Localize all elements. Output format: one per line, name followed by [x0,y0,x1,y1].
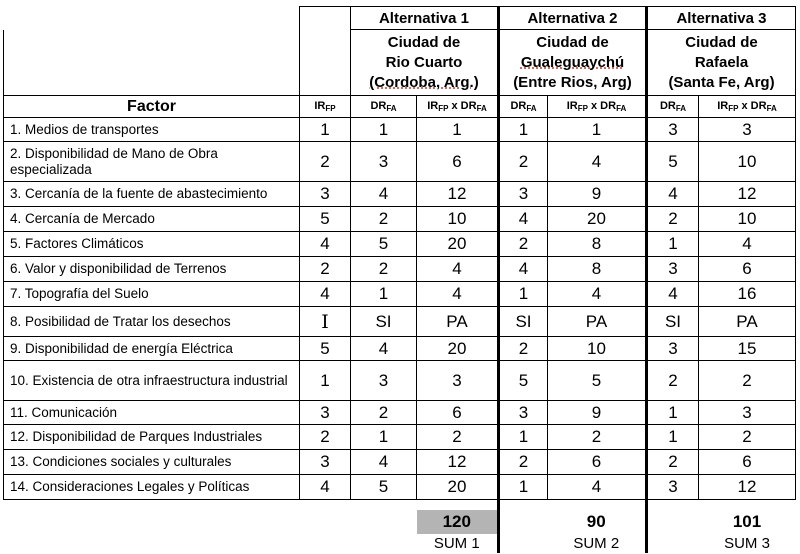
dr-value-alt-3: 1 [647,232,699,257]
alternatives-header-row [4,7,796,30]
spacer-row [4,500,796,510]
ir-value: 3 [300,182,351,207]
ir-value: 5 [300,207,351,232]
dr-value-alt-2: 3 [499,182,548,207]
product-value-alt-3: 12 [699,182,796,207]
product-value-alt-1: 20 [417,475,499,500]
dr-value-alt-3: 1 [647,425,699,450]
factor-name: 8. Posibilidad de Tratar los desechos [4,307,300,337]
dr-value-alt-3: 2 [647,361,699,401]
dr-value-alt-3: 3 [647,257,699,282]
product-value-alt-1: 2 [417,425,499,450]
product-value-alt-1: 6 [417,401,499,425]
table-row [4,282,796,307]
ir-value: 3 [300,401,351,425]
product-value-alt-2: 8 [548,232,647,257]
product-column-header: $IR_{FP}$ x $DR_{FA}$ [548,96,647,118]
table-row [4,182,796,207]
product-value-alt-3: 2 [699,425,796,450]
factor-name: 11. Comunicación [4,401,300,425]
product-value-alt-2: 5 [548,361,647,401]
product-value-alt-2: 4 [548,475,647,500]
table-row [4,401,796,425]
ir-value: 1 [300,361,351,401]
product-value-alt-3: 3 [699,401,796,425]
product-value-alt-2: 4 [548,282,647,307]
ir-value: 1 [300,118,351,142]
dr-value-alt-2: 2 [499,232,548,257]
factor-name: 12. Disponibilidad de Parques Industriales [4,425,300,450]
alternative-1-city: Ciudad de Rio Cuarto (Cordoba, Arg.) [351,30,499,96]
dr-value-alt-3: SI [647,307,699,337]
dr-value-alt-2: 2 [499,450,548,475]
alternative-2-title: Alternativa 2 [499,7,647,30]
product-value-alt-2: 1 [548,118,647,142]
dr-value-alt-1: 4 [351,337,417,361]
location-factor-table [3,6,796,553]
city-header-row [4,30,796,96]
table-row [4,118,796,142]
dr-value-alt-1: 3 [351,142,417,182]
dr-value-alt-2: SI [499,307,548,337]
product-value-alt-1: 12 [417,450,499,475]
product-value-alt-2: 9 [548,182,647,207]
product-value-alt-1: 20 [417,232,499,257]
dr-value-alt-2: 4 [499,207,548,232]
product-value-alt-1: 12 [417,182,499,207]
dr-value-alt-1: 5 [351,475,417,500]
dr-value-alt-3: 4 [647,282,699,307]
dr-value-alt-2: 5 [499,361,548,401]
factor-name: 6. Valor y disponibilidad de Terrenos [4,257,300,282]
table-row [4,307,796,337]
alternative-3-title: Alternativa 3 [647,7,796,30]
product-value-alt-3: 12 [699,475,796,500]
alternative-1-title: Alternativa 1 [351,7,499,30]
factor-name: 7. Topografía del Suelo [4,282,300,307]
product-value-alt-2: 4 [548,142,647,182]
sum-2-label: SUM 2 [548,534,647,553]
product-value-alt-3: 15 [699,337,796,361]
ir-value: I [300,307,351,337]
product-value-alt-3: 10 [699,207,796,232]
dr-value-alt-3: 3 [647,475,699,500]
product-value-alt-1: 4 [417,257,499,282]
dr-value-alt-2: 3 [499,401,548,425]
sum-1-value: 120 [417,510,499,534]
table-row [4,425,796,450]
dr-value-alt-1: 5 [351,232,417,257]
column-header-row [4,96,796,118]
product-value-alt-1: 3 [417,361,499,401]
sum-3-label: SUM 3 [724,534,770,552]
ir-value: 3 [300,450,351,475]
dr-value-alt-3: 3 [647,337,699,361]
product-value-alt-1: 4 [417,282,499,307]
dr-value-alt-2: 4 [499,257,548,282]
factor-name: 2. Disponibilidad de Mano de Obra especializada [4,142,300,182]
sum-2-value: 90 [548,510,647,534]
table-row [4,142,796,182]
alternative-2-city: Ciudad de Gualeguaychú (Entre Rios, Arg) [499,30,647,96]
product-value-alt-2: 10 [548,337,647,361]
factor-name: 10. Existencia de otra infraestructura industrial [4,361,300,401]
product-value-alt-1: PA [417,307,499,337]
product-value-alt-3: 6 [699,450,796,475]
dr-value-alt-3: 3 [647,118,699,142]
dr-value-alt-1: 1 [351,425,417,450]
dr-value-alt-3: 1 [647,401,699,425]
dr-value-alt-1: 1 [351,118,417,142]
dr-value-alt-1: 4 [351,182,417,207]
dr-value-alt-2: 2 [499,142,548,182]
sum-1-label: SUM 1 [417,534,499,553]
table-row [4,361,796,401]
product-value-alt-1: 20 [417,337,499,361]
factor-name: 3. Cercanía de la fuente de abastecimiento [4,182,300,207]
dr-value-alt-1: 2 [351,207,417,232]
product-value-alt-2: 20 [548,207,647,232]
dr-value-alt-1: 2 [351,257,417,282]
ir-value: 2 [300,425,351,450]
dr-value-alt-3: 5 [647,142,699,182]
dr-value-alt-2: 1 [499,425,548,450]
table-row [4,232,796,257]
product-value-alt-2: 8 [548,257,647,282]
table-row [4,257,796,282]
product-value-alt-3: PA [699,307,796,337]
table-row [4,207,796,232]
product-value-alt-3: 16 [699,282,796,307]
ir-value: 4 [300,282,351,307]
factor-name: 13. Condiciones sociales y culturales [4,450,300,475]
product-value-alt-2: PA [548,307,647,337]
product-value-alt-3: 6 [699,257,796,282]
dr-value-alt-2: 1 [499,475,548,500]
dr-column-header: $DR_{FA}$ [351,96,417,118]
table-row [4,475,796,500]
sum-3-value: 101 [732,511,762,531]
ir-value: 4 [300,475,351,500]
factor-name: 9. Disponibilidad de energía Eléctrica [4,337,300,361]
dr-value-alt-1: SI [351,307,417,337]
dr-value-alt-2: 1 [499,282,548,307]
ir-column-header: $IR_{FP}$ [300,96,351,118]
dr-value-alt-1: 3 [351,361,417,401]
factor-name: 5. Factores Climáticos [4,232,300,257]
factor-column-header: Factor [4,96,300,118]
product-value-alt-1: 6 [417,142,499,182]
alternative-3-city: Ciudad de Rafaela (Santa Fe, Arg) [647,30,796,96]
dr-value-alt-3: 2 [647,207,699,232]
dr-column-header: $DR_{FA}$ [647,96,699,118]
product-value-alt-2: 9 [548,401,647,425]
product-value-alt-1: 1 [417,118,499,142]
ir-value: 2 [300,257,351,282]
factor-name: 1. Medios de transportes [4,118,300,142]
dr-value-alt-2: 1 [499,118,548,142]
sum-values-row [4,510,796,534]
ir-value: 5 [300,337,351,361]
table-row [4,337,796,361]
product-value-alt-1: 10 [417,207,499,232]
product-value-alt-2: 2 [548,425,647,450]
sum-labels-row [4,534,796,553]
dr-column-header: $DR_{FA}$ [499,96,548,118]
dr-value-alt-1: 2 [351,401,417,425]
factor-name: 4. Cercanía de Mercado [4,207,300,232]
product-column-header: $IR_{FP}$ x $DR_{FA}$ [699,96,796,118]
ir-value: 4 [300,232,351,257]
product-column-header: $IR_{FP}$ x $DR_{FA}$ [417,96,499,118]
product-value-alt-2: 6 [548,450,647,475]
factor-name: 14. Consideraciones Legales y Políticas [4,475,300,500]
product-value-alt-3: 2 [699,361,796,401]
product-value-alt-3: 3 [699,118,796,142]
dr-value-alt-1: 4 [351,450,417,475]
dr-value-alt-3: 2 [647,450,699,475]
ir-value: 2 [300,142,351,182]
product-value-alt-3: 4 [699,232,796,257]
dr-value-alt-2: 2 [499,337,548,361]
dr-value-alt-1: 1 [351,282,417,307]
product-value-alt-3: 10 [699,142,796,182]
dr-value-alt-3: 4 [647,182,699,207]
table-row [4,450,796,475]
